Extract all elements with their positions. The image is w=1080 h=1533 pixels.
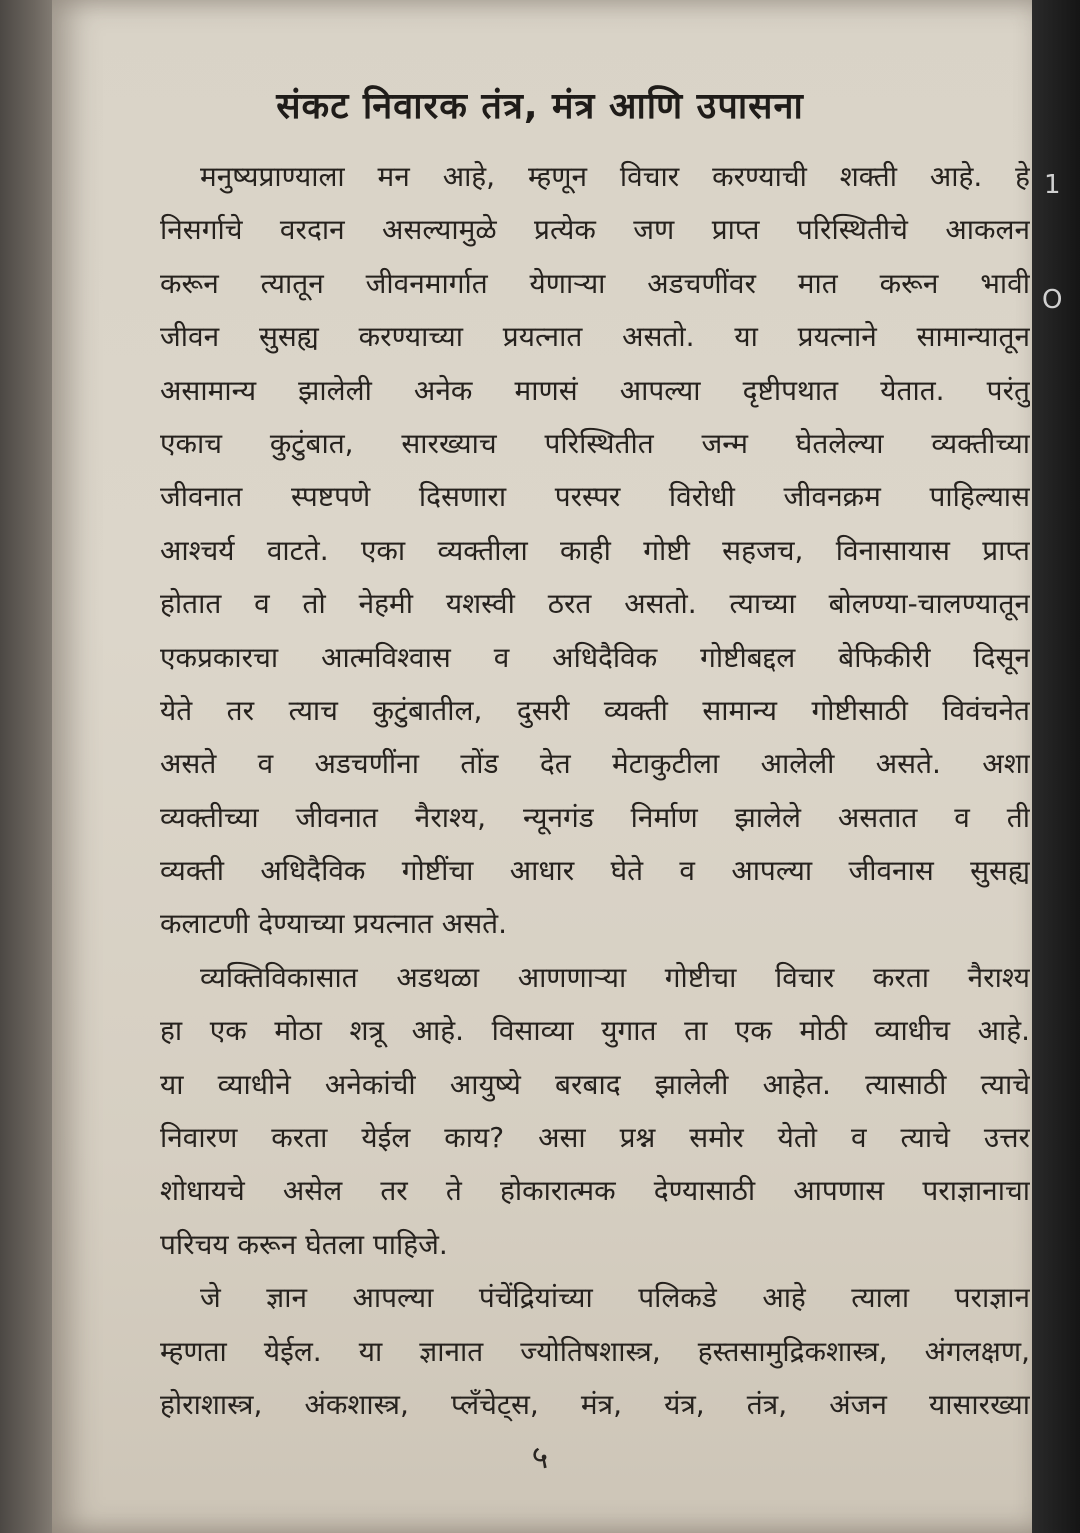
text-line: एकाच कुटुंबात, सारख्याच परिस्थितीत जन्म घेतलेल्या व्यक्तीच्या [160, 426, 1030, 460]
text-line: एकप्रकारचा आत्मविश्वास व अधिदैविक गोष्टीबद्दल बेफिकीरी दिसून [160, 640, 1030, 674]
text-line: असते व अडचणींना तोंड देत मेटाकुटीला आलेली असते. अशा [160, 747, 1030, 781]
text-line: व्यक्तिविकासात अडथळा आणणाऱ्या गोष्टीचा विचार करता नैराश्य [200, 960, 1030, 994]
text-line: म्हणता येईल. या ज्ञानात ज्योतिषशास्त्र, हस्तसामुद्रिकशास्त्र, अंगलक्षण, [160, 1334, 1030, 1368]
text-line: आश्चर्य वाटते. एका व्यक्तीला काही गोष्टी सहजच, विनासायास प्राप्त [160, 533, 1030, 567]
background-dark-edge [1032, 0, 1080, 1533]
text-line: व्यक्तीच्या जीवनात नैराश्य, न्यूनगंड निर्माण झालेले असतात व ती [160, 800, 1030, 834]
text-line: कलाटणी देण्याच्या प्रयत्नात असते. [160, 907, 507, 941]
edge-mark: O [1042, 285, 1063, 315]
text-line: होराशास्त्र, अंकशास्त्र, प्लँचेट्स, मंत्र, यंत्र, तंत्र, अंजन यासारख्या [160, 1387, 1030, 1421]
text-line: जीवनात स्पष्टपणे दिसणारा परस्पर विरोधी जीवनक्रम पाहिल्यास [160, 480, 1030, 514]
text-line: निवारण करता येईल काय? असा प्रश्न समोर येतो व त्याचे उत्तर [160, 1121, 1030, 1155]
text-line: निसर्गाचे वरदान असल्यामुळे प्रत्येक जण प्राप्त परिस्थितीचे आकलन [160, 213, 1030, 247]
text-line: येते तर त्याच कुटुंबातील, दुसरी व्यक्ती सामान्य गोष्टीसाठी विवंचनेत [160, 693, 1030, 727]
text-line: व्यक्ती अधिदैविक गोष्टींचा आधार घेते व आपल्या जीवनास सुसह्य [160, 854, 1030, 888]
edge-mark: 1 [1044, 170, 1061, 200]
body-text [160, 150, 1030, 1431]
text-line: मनुष्यप्राण्याला मन आहे, म्हणून विचार करण्याची शक्ती आहे. हे [200, 160, 1030, 193]
text-line: या व्याधीने अनेकांची आयुष्ये बरबाद झालेली आहेत. त्यासाठी त्याचे [160, 1067, 1030, 1101]
text-line: होतात व तो नेहमी यशस्वी ठरत असतो. त्याच्या बोलण्या-चालण्यातून [160, 587, 1030, 621]
text-line: परिचय करून घेतला पाहिजे. [160, 1227, 448, 1261]
text-line: जे ज्ञान आपल्या पंचेंद्रियांच्या पलिकडे आहे त्याला पराज्ञान [200, 1281, 1030, 1315]
text-line: हा एक मोठा शत्रू आहे. विसाव्या युगात ता एक मोठी व्याधीच आहे. [160, 1014, 1030, 1048]
text-line: करून त्यातून जीवनमार्गात येणाऱ्या अडचणींवर मात करून भावी [160, 266, 1030, 300]
page-title: संकट निवारक तंत्र, मंत्र आणि उपासना [276, 86, 804, 127]
text-line: शोधायचे असेल तर ते होकारात्मक देण्यासाठी आपणास पराज्ञानाचा [160, 1174, 1030, 1208]
page-number: ५ [531, 1438, 549, 1476]
text-line: जीवन सुसह्य करण्याच्या प्रयत्नात असतो. या प्रयत्नाने सामान्यातून [160, 320, 1030, 354]
text-line: असामान्य झालेली अनेक माणसं आपल्या दृष्टीपथात येतात. परंतु [160, 373, 1030, 407]
